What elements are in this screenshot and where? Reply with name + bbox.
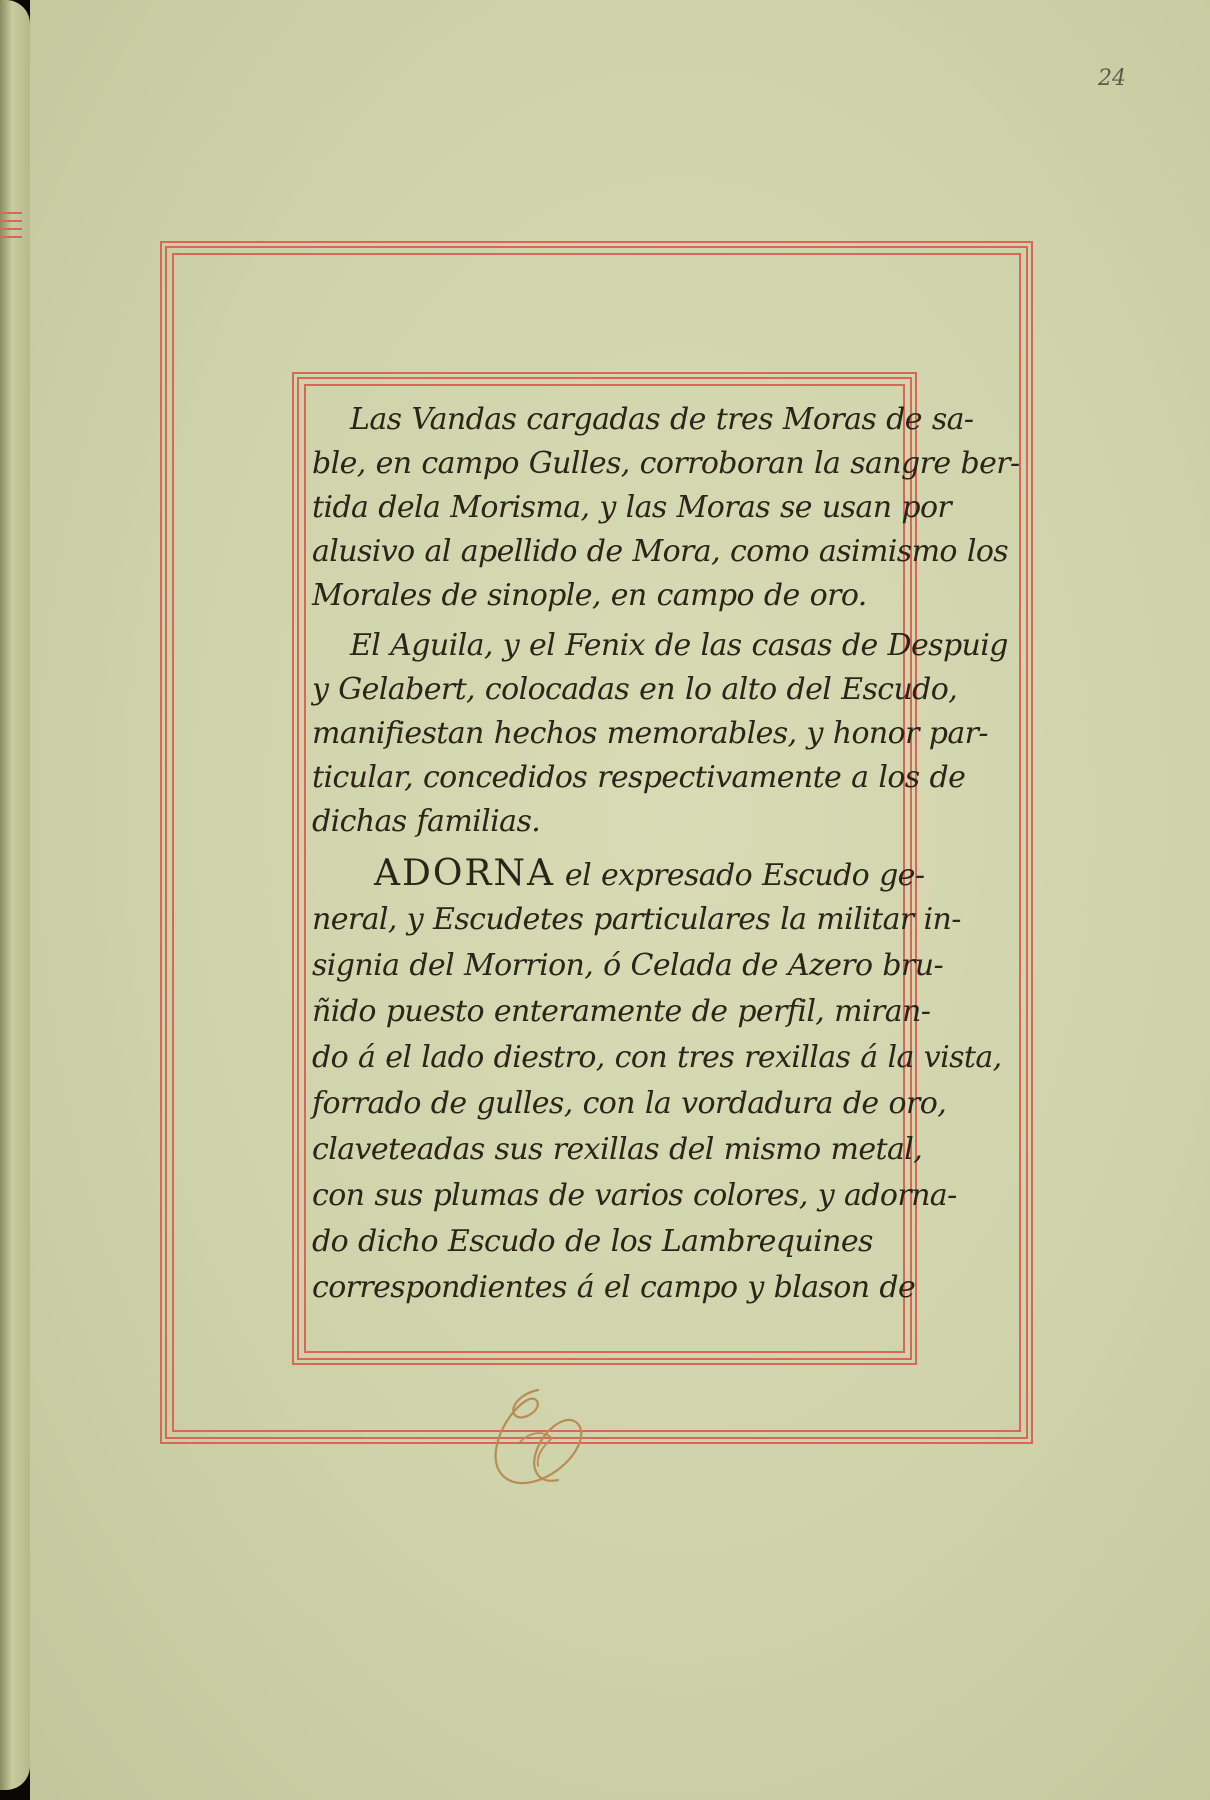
text-line: do á el lado diestro, con tres rexillas á la vista,	[312, 1040, 1002, 1075]
text-line: claveteadas sus rexillas del mismo metal,	[312, 1132, 923, 1167]
text-line: do dicho Escudo de los Lambrequines	[312, 1224, 873, 1259]
text-line-opening	[374, 852, 925, 896]
text-line: Morales de sinople, en campo de oro.	[312, 578, 867, 613]
text-line: El Aguila, y el Fenix de las casas de Despuig	[350, 628, 1008, 663]
text-line: forrado de gulles, con la vordadura de oro,	[312, 1086, 947, 1121]
text-line: ticular, concedidos respectivamente a los de	[312, 760, 966, 795]
text-line: correspondientes á el campo y blason de	[312, 1270, 916, 1305]
text-line: neral, y Escudetes particulares la militar in-	[312, 902, 961, 937]
edge-rule	[0, 228, 22, 230]
text-line: alusivo al apellido de Mora, como asimismo los	[312, 534, 1009, 569]
text-line: con sus plumas de varios colores, y adorna-	[312, 1178, 957, 1213]
text-line-rest: el expresado Escudo ge-	[564, 858, 925, 893]
text-block	[312, 398, 1020, 1348]
initial-word: ADORNA	[374, 853, 555, 894]
text-line: manifiestan hechos memorables, y honor par-	[312, 716, 988, 751]
text-line: ble, en campo Gulles, corroboran la sangre ber-	[312, 446, 1020, 481]
edge-rule	[0, 220, 22, 222]
text-line: tida dela Morisma, y las Moras se usan por	[312, 490, 952, 525]
text-line: y Gelabert, colocadas en lo alto del Escudo,	[312, 672, 958, 707]
text-line: Las Vandas cargadas de tres Moras de sa-	[350, 402, 974, 437]
edge-rule	[0, 236, 22, 238]
edge-rule	[0, 212, 22, 214]
manuscript-page	[30, 0, 1210, 1800]
text-line: dichas familias.	[312, 804, 541, 839]
folio-number: 24	[1098, 66, 1126, 91]
text-line: signia del Morrion, ó Celada de Azero bru-	[312, 948, 944, 983]
previous-page-edge	[0, 0, 30, 1790]
text-line: ñido puesto enteramente de perfil, miran-	[312, 994, 931, 1029]
pen-flourish-icon	[478, 1380, 608, 1500]
